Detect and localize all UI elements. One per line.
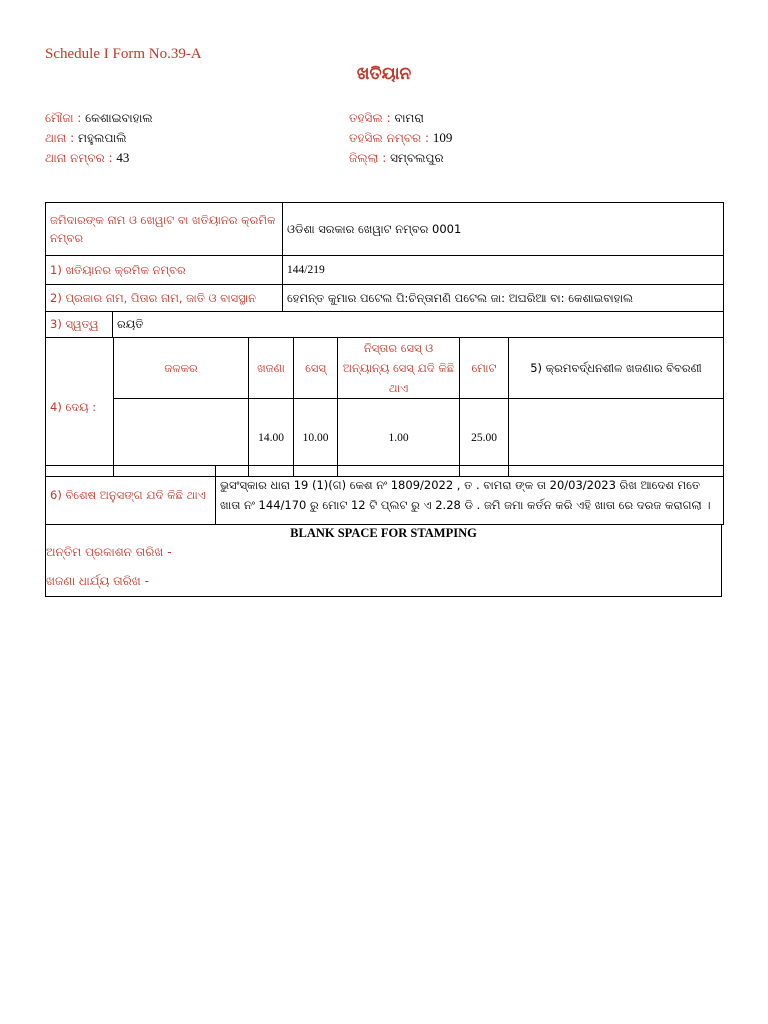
landlord-value: ଓଡିଶା ସରକାର ଖେୱାଟ ନମ୍ବର 0001 — [283, 203, 724, 256]
table-row — [46, 203, 724, 256]
table-row — [46, 285, 724, 312]
val-ses: 10.00 — [294, 399, 338, 477]
khatiyan-table-top — [45, 202, 724, 338]
stamp-title: BLANK SPACE FOR STAMPING — [290, 526, 477, 540]
document-title: ଖତିୟାନ — [356, 64, 412, 84]
form-number: Schedule I Form No.39-A — [45, 46, 202, 62]
col-details-header: 5) କ୍ରମବର୍ଦ୍ଧନଶୀଳ ଖଜଣାର ବିବରଣୀ — [509, 338, 724, 399]
right-value: ରୟତି — [113, 312, 724, 338]
khatiyan-label: 1) ଖତିୟାନର କ୍ରମିକ ନମ୍ବର — [46, 256, 283, 285]
thana-number-value: 43 — [116, 150, 130, 165]
col-nistar-header: ନିସ୍ତାର ସେସ୍ ଓ ଅନ୍ୟାନ୍ୟ ସେସ୍ ଯଦି କିଛି ଥାଏ — [338, 338, 460, 399]
meta-right — [349, 108, 452, 168]
tahasil-row — [349, 108, 452, 128]
khatiyan-value: 144/219 — [283, 256, 724, 285]
district-label: ଜିଲ୍ଲା : — [349, 151, 387, 165]
dues-label: 4) ଦେୟ : — [46, 338, 114, 477]
remarks-label: 6) ବିଶେଷ ଅନୁସଙ୍ଗ ଯଦି କିଛି ଥାଏ — [46, 466, 216, 525]
tahasil-number-label: ତହସିଲ ନମ୍ବର : — [349, 131, 430, 145]
col-ses-header: ସେସ୍ — [294, 338, 338, 399]
tahasil-number-value: 109 — [432, 130, 453, 145]
dues-table — [45, 337, 724, 477]
val-mot: 25.00 — [460, 399, 509, 477]
col-jalkar-header: ଜଳକର — [114, 338, 249, 399]
thana-label: ଥାନା : — [45, 131, 75, 145]
landlord-label: ଜମିଦାରଙ୍କ ନାମ ଓ ଖେୱାଟ ବା ଖତିୟାନର କ୍ରମିକ ନମ୍ବର — [46, 203, 283, 256]
val-khajana: 14.00 — [249, 399, 294, 477]
remarks-table — [45, 465, 724, 525]
tahasil-number-row — [349, 128, 452, 148]
tahasil-value: ବାମରା — [394, 111, 424, 125]
district-row — [349, 148, 452, 168]
mouza-value: କେଶାଇବାହାଲ — [85, 111, 153, 125]
thana-number-label: ଥାନା ନମ୍ବର : — [45, 151, 113, 165]
mouza-label: ମୌଜା : — [45, 111, 82, 125]
right-label: 3) ସ୍ୱତ୍ୱ — [46, 312, 113, 338]
meta-left — [45, 108, 153, 168]
table-row — [46, 256, 724, 285]
col-khajana-header: ଖଜଣା — [249, 338, 294, 399]
tahasil-label: ତହସିଲ : — [349, 111, 391, 125]
district-value: ସମ୍ବଲପୁର — [390, 151, 444, 165]
tenant-value: ହେମନ୍ତ କୁମାର ପଟେଲ ପି:ଚିନ୍ତାମଣି ପଟେଲ ଜା: ଅଘରିଆ ବା: କେଶାଇବାହାଲ — [283, 285, 724, 312]
thana-value: ମହୁଲପାଲି — [78, 131, 127, 145]
final-publication-date-label: ଅନ୍ତିମ ପ୍ରକାଶନ ତାରିଖ - — [46, 545, 172, 559]
mouza-row — [45, 108, 153, 128]
table-row — [46, 338, 724, 399]
table-row — [46, 466, 724, 525]
thana-number-row — [45, 148, 153, 168]
tenant-label: 2) ପ୍ରଜାର ନାମ, ପିତାର ନାମ, ଜାତି ଓ ବାସସ୍ଥାନ — [46, 285, 283, 312]
stamp-area — [45, 524, 722, 597]
val-nistar: 1.00 — [338, 399, 460, 477]
rent-fixation-date-label: ଖଜଣା ଧାର୍ଯ୍ୟ ତାରିଖ - — [46, 574, 149, 588]
col-mot-header: ମୋଟ — [460, 338, 509, 399]
table-row — [46, 312, 724, 338]
remarks-value: ଭୁସଂସ୍କାର ଧାରା 19 (1)(ଗ) କେଶ ନଂ 1809/2022 , ତ . ବାମରା ଙ୍କ ତା 20/03/2023 ରିଖ ଆଦେଶ ମତେ ଖାତା ନଂ 144/170 ରୁ ମୋଟ 12 ଟି ପ୍ଲଟ ରୁ ଏ 2.28 ଡି . ଜମି ଜମା କର୍ତନ କରି ଏହି ଖାତା ରେ ଦରଜ କରାଗଲା । — [216, 466, 724, 525]
thana-row — [45, 128, 153, 148]
